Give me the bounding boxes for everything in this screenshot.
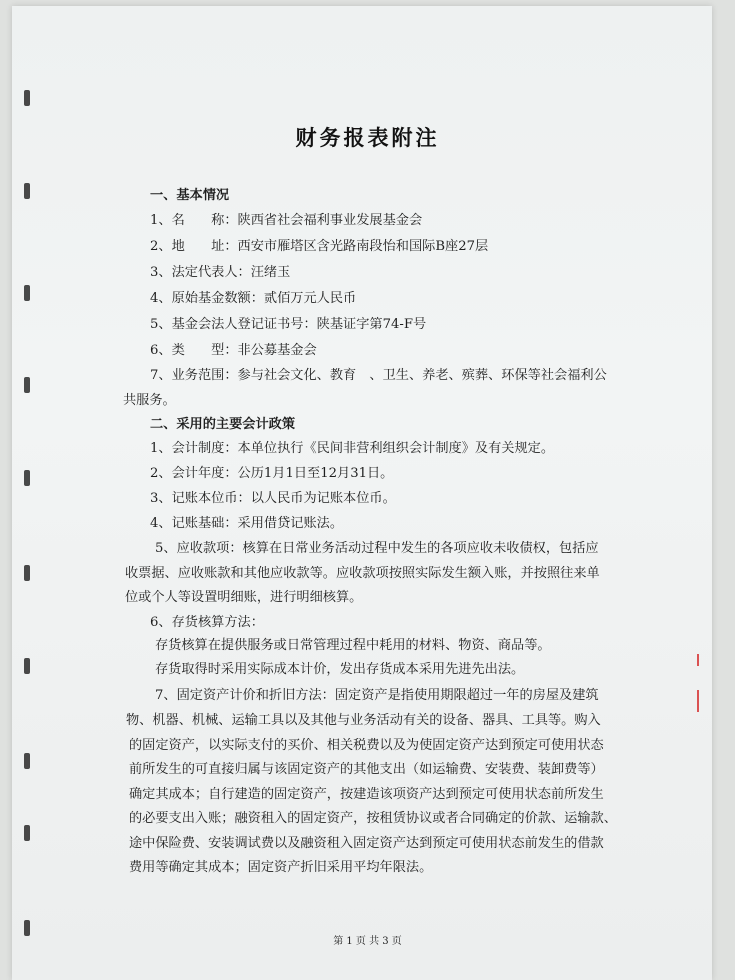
page-number: 第 1 页 共 3 页 (333, 936, 402, 947)
info-line: 2、地 址：西安市雁塔区含光路南段怡和国际B座27层 (150, 239, 489, 254)
policy-line: 费用等确定其成本；固定资产折旧采用平均年限法。 (129, 860, 433, 875)
policy-line: 位或个人等设置明细账，进行明细核算。 (125, 590, 363, 605)
policy-line: 的固定资产，以实际支付的买价、相关税费以及为使固定资产达到预定可使用状态 (129, 738, 604, 753)
binder-hole (24, 825, 30, 841)
section-heading: 二、采用的主要会计政策 (150, 417, 296, 432)
policy-line: 存货取得时采用实际成本计价，发出存货成本采用先进先出法。 (155, 662, 525, 677)
document-title: 财务报表附注 (295, 125, 440, 150)
policy-line: 1、会计制度：本单位执行《民间非营利组织会计制度》及有关规定。 (150, 441, 555, 456)
info-line: 共服务。 (123, 393, 176, 408)
binder-hole (24, 658, 30, 674)
policy-line: 的必要支出入账；融资租入的固定资产，按租赁协议或者合同确定的价款、运输款、 (129, 811, 617, 826)
policy-line: 7、固定资产计价和折旧方法：固定资产是指使用期限超过一年的房屋及建筑 (155, 688, 599, 703)
info-line: 7、业务范围：参与社会文化、教育 、卫生、养老、殡葬、环保等社会福利公 (150, 368, 607, 383)
binder-hole (24, 753, 30, 769)
red-margin-mark (697, 654, 699, 666)
policy-line: 途中保险费、安装调试费以及融资租入固定资产达到预定可使用状态前发生的借款 (129, 836, 604, 851)
info-line: 1、名 称：陕西省社会福利事业发展基金会 (150, 213, 423, 228)
policy-line: 存货核算在提供服务或日常管理过程中耗用的材料、物资、商品等。 (155, 638, 551, 653)
policy-line: 收票据、应收账款和其他应收款等。应收款项按照实际发生额入账，并按照往来单 (125, 566, 600, 581)
policy-line: 确定其成本；自行建造的固定资产，按建造该项资产达到预定可使用状态前所发生 (129, 787, 604, 802)
policy-line: 5、应收款项：核算在日常业务活动过程中发生的各项应收未收债权，包括应 (155, 541, 599, 556)
policy-line: 物、机器、机械、运输工具以及其他与业务活动有关的设备、器具、工具等。购入 (126, 713, 601, 728)
info-line: 4、原始基金数额：贰佰万元人民币 (150, 291, 357, 306)
info-line: 3、法定代表人：汪绪玉 (150, 265, 291, 280)
policy-line: 6、存货核算方法： (150, 615, 264, 630)
policy-line: 3、记账本位币：以人民币为记账本位币。 (150, 491, 396, 506)
binder-hole (24, 90, 30, 106)
binder-hole (24, 183, 30, 199)
binder-hole (24, 470, 30, 486)
policy-line: 2、会计年度：公历1月1日至12月31日。 (150, 466, 394, 481)
binder-hole (24, 285, 30, 301)
policy-line: 前所发生的可直接归属与该固定资产的其他支出（如运输费、安装费、装卸费等） (129, 762, 604, 777)
info-line: 5、基金会法人登记证书号：陕基证字第74-F号 (150, 317, 427, 332)
binder-hole (24, 377, 30, 393)
section-heading: 一、基本情况 (150, 188, 230, 203)
red-margin-mark (697, 690, 699, 712)
binder-hole (24, 565, 30, 581)
policy-line: 4、记账基础：采用借贷记账法。 (150, 516, 344, 531)
info-line: 6、类 型：非公募基金会 (150, 343, 317, 358)
